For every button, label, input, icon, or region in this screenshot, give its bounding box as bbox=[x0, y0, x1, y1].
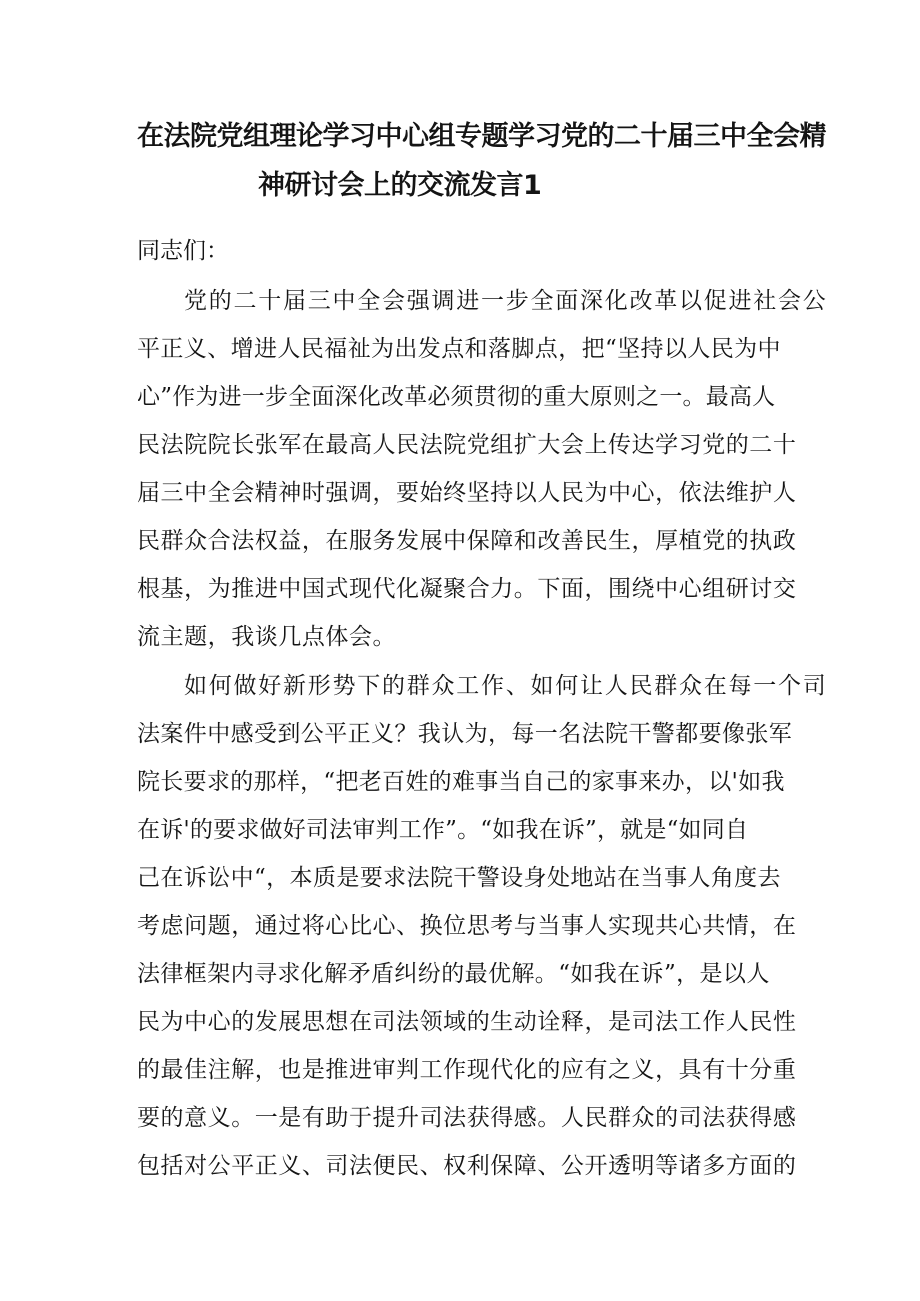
paragraph-text: 要的意义。一是有助于提升司法获得感。人民群众的司法获得感 bbox=[137, 1105, 797, 1131]
paragraph-text: 在诉'的要求做好司法审判工作”。“如我在诉”，就是“如同自 bbox=[137, 817, 749, 843]
paragraph-text: 院长要求的那样，“把老百姓的难事当自己的家事来办，以'如我 bbox=[137, 769, 785, 795]
paragraph-text: 平正义、增进人民福祉为出发点和落脚点，把“坚持以人民为中 bbox=[137, 336, 781, 362]
paragraph-text: 心”作为进一步全面深化改革必须贯彻的重大原则之一。最高人 bbox=[137, 384, 776, 410]
paragraph-text: 如何做好新形势下的群众工作、如何让人民群众在每一个司 bbox=[184, 673, 828, 699]
paragraph-text: 民法院院长张军在最高人民法院党组扩大会上传达学习党的二十 bbox=[137, 432, 797, 458]
paragraph-text: 法律框架内寻求化解矛盾纠纷的最优解。“如我在诉”，是以人 bbox=[137, 961, 770, 987]
document-title-line-2: 神研讨会上的交流发言1 bbox=[258, 170, 542, 201]
document-title-line-1: 在法院党组理论学习中心组专题学习党的二十届三中全会精 bbox=[137, 121, 826, 152]
paragraph-text: 法案件中感受到公平正义？我认为，每一名法院干警都要像张军 bbox=[137, 721, 793, 747]
paragraph-text: 民为中心的发展思想在司法领域的生动诠释，是司法工作人民性 bbox=[137, 1009, 797, 1035]
paragraph-text: 包括对公平正义、司法便民、权利保障、公开透明等诸多方面的 bbox=[137, 1153, 797, 1179]
paragraph-text: 届三中全会精神时强调，要始终坚持以人民为中心，依法维护人 bbox=[137, 480, 797, 506]
salutation: 同志们： bbox=[137, 238, 229, 264]
paragraph-text: 考虑问题，通过将心比心、换位思考与当事人实现共心共情，在 bbox=[137, 913, 797, 939]
paragraph-text: 的最佳注解，也是推进审判工作现代化的应有之义，具有十分重 bbox=[137, 1057, 797, 1083]
paragraph-text: 根基，为推进中国式现代化凝聚合力。下面，围绕中心组研讨交 bbox=[137, 576, 797, 602]
paragraph-text: 流主题，我谈几点体会。 bbox=[137, 624, 397, 650]
paragraph-text: 己在诉讼中“，本质是要求法院干警设身处地站在当事人角度去 bbox=[137, 865, 781, 891]
paragraph-text: 党的二十届三中全会强调进一步全面深化改革以促进社会公 bbox=[184, 288, 828, 314]
paragraph-text: 民群众合法权益，在服务发展中保障和改善民生，厚植党的执政 bbox=[137, 528, 797, 554]
